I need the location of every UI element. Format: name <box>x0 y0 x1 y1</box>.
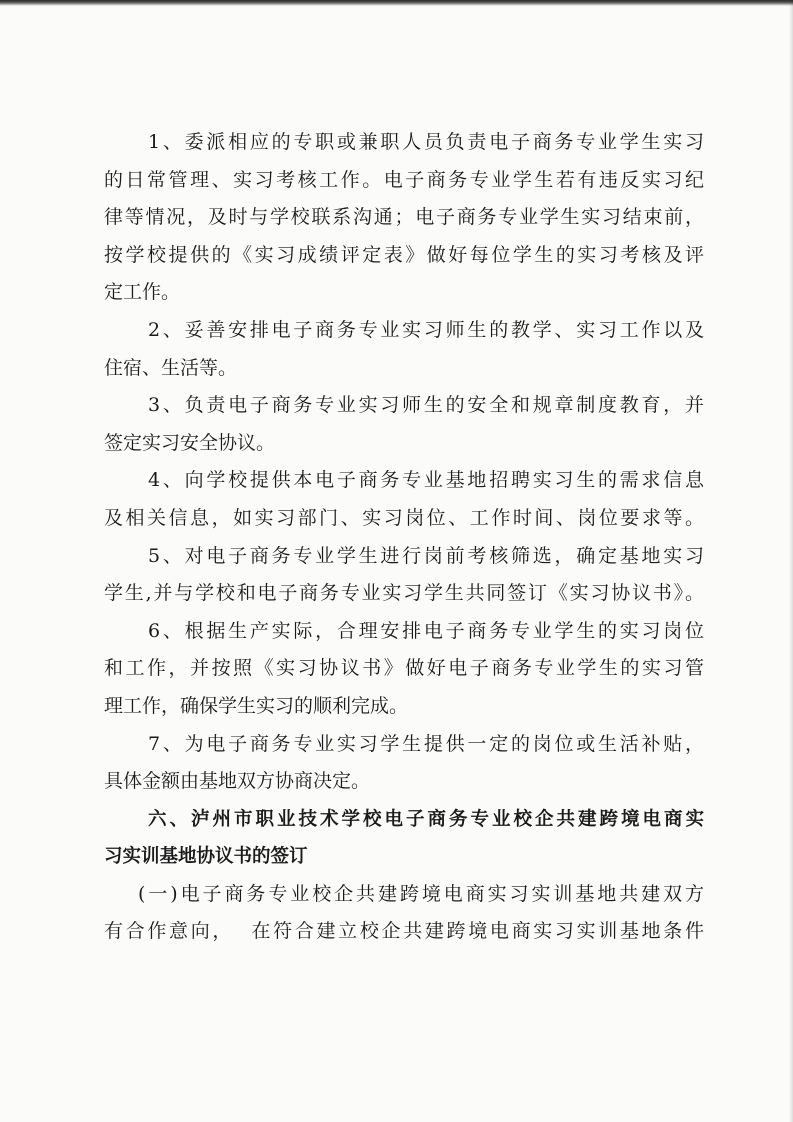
heading-line: 六、泸州市职业技术学校电子商务专业校企共建跨境电商实 <box>148 808 704 830</box>
text-line: 的日常管理、实习考核工作。电子商务专业学生若有违反实习纪 <box>104 168 704 191</box>
text-line: 6、根据生产实际，合理安排电子商务专业学生的实习岗位 <box>148 619 704 642</box>
text-line: 4、向学校提供本电子商务专业基地招聘实习生的需求信息 <box>148 469 704 492</box>
text-line: 具体金额由基地双方协商决定。 <box>104 770 371 793</box>
text-line: 5、对电子商务专业学生进行岗前考核筛选，确定基地实习 <box>148 544 704 567</box>
text-line: 按学校提供的《实习成绩评定表》做好每位学生的实习考核及评 <box>104 243 704 266</box>
text-line: 住宿、生活等。 <box>104 356 238 379</box>
heading-line: 习实训基地协议书的签订 <box>104 846 308 868</box>
text-line: 学生,并与学校和电子商务专业实习学生共同签订《实习协议书》。 <box>104 582 704 605</box>
text-line: 签定实习安全协议。 <box>104 431 276 454</box>
text-line: 律等情况，及时与学校联系沟通；电子商务专业学生实习结束前， <box>104 206 704 229</box>
document-page <box>104 124 704 951</box>
text-line: (一)电子商务专业校企共建跨境电商实习实训基地共建双方 <box>138 882 704 905</box>
paragraph-duty-3 <box>104 387 704 462</box>
text-line: 3、负责电子商务专业实习师生的安全和规章制度教育，并 <box>148 394 704 417</box>
text-line: 7、为电子商务专业实习学生提供一定的岗位或生活补贴， <box>148 732 704 755</box>
text-line: 理工作，确保学生实习的顺利完成。 <box>104 694 409 717</box>
section-heading <box>104 801 704 876</box>
paragraph-duty-7 <box>104 726 704 801</box>
paragraph-duty-1 <box>104 124 704 312</box>
paragraph-duty-4 <box>104 462 704 537</box>
text-line: 及相关信息，如实习部门、实习岗位、工作时间、岗位要求等。 <box>104 506 704 529</box>
text-line: 和工作，并按照《实习协议书》做好电子商务专业学生的实习管 <box>104 657 704 680</box>
text-line: 定工作。 <box>104 281 181 304</box>
paragraph-duty-2 <box>104 312 704 387</box>
text-line: 1、委派相应的专职或兼职人员负责电子商务专业学生实习 <box>148 131 704 153</box>
paragraph-duty-6 <box>104 613 704 726</box>
text-line: 有合作意向， 在符合建立校企共建跨境电商实习实训基地条件 <box>104 920 704 943</box>
scan-top-edge <box>0 0 793 6</box>
text-line: 2、妥善安排电子商务专业实习师生的教学、实习工作以及 <box>148 318 704 341</box>
paragraph-duty-5 <box>104 538 704 613</box>
scan-right-edge <box>789 0 793 1122</box>
paragraph-closing <box>104 876 704 951</box>
